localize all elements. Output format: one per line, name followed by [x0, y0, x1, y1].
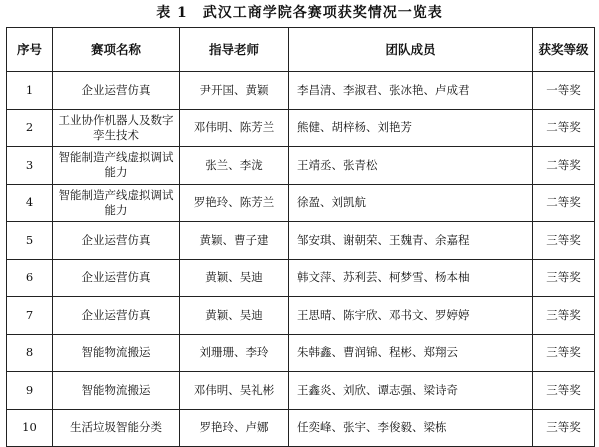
cell-no: 4: [7, 184, 53, 222]
table-row: [7, 109, 595, 147]
cell-members: 徐盈、刘凯航: [289, 184, 533, 222]
cell-no: 1: [7, 72, 53, 110]
cell-advisors: 罗艳玲、卢娜: [180, 409, 289, 447]
cell-competition: 企业运营仿真: [53, 259, 180, 297]
table-row: [7, 147, 595, 185]
cell-advisors: 尹开国、黄颖: [180, 72, 289, 110]
cell-competition: 工业协作机器人及数字孪生技术: [53, 109, 180, 147]
cell-award: 二等奖: [533, 184, 595, 222]
cell-award: 三等奖: [533, 259, 595, 297]
cell-advisors: 黄颖、吴迪: [180, 297, 289, 335]
cell-members: 李昌清、李淑君、张冰艳、卢成君: [289, 72, 533, 110]
table-row: [7, 297, 595, 335]
header-award: 获奖等级: [533, 28, 595, 72]
cell-members: 任奕峰、张宇、李俊毅、梁栋: [289, 409, 533, 447]
cell-members: 王靖丞、张青松: [289, 147, 533, 185]
cell-award: 三等奖: [533, 222, 595, 260]
cell-competition: 生活垃圾智能分类: [53, 409, 180, 447]
header-members: 团队成员: [289, 28, 533, 72]
table-row: [7, 222, 595, 260]
cell-no: 7: [7, 297, 53, 335]
cell-members: 王鑫炎、刘欣、谭志强、梁诗奇: [289, 372, 533, 410]
table-row: [7, 184, 595, 222]
cell-advisors: 邓伟明、陈芳兰: [180, 109, 289, 147]
cell-award: 三等奖: [533, 334, 595, 372]
cell-competition: 智能制造产线虚拟调试能力: [53, 147, 180, 185]
cell-advisors: 张兰、李泷: [180, 147, 289, 185]
table-header-row: [7, 28, 595, 72]
cell-members: 韩文萍、苏利芸、柯梦雪、杨本柚: [289, 259, 533, 297]
cell-competition: 企业运营仿真: [53, 222, 180, 260]
cell-members: 熊健、胡梓杨、刘艳芳: [289, 109, 533, 147]
cell-no: 5: [7, 222, 53, 260]
cell-advisors: 黄颖、吴迪: [180, 259, 289, 297]
cell-award: 二等奖: [533, 147, 595, 185]
cell-award: 二等奖: [533, 109, 595, 147]
cell-no: 9: [7, 372, 53, 410]
cell-award: 三等奖: [533, 409, 595, 447]
cell-members: 朱韩鑫、曹润锦、程彬、郑翔云: [289, 334, 533, 372]
table-row: [7, 409, 595, 447]
cell-no: 3: [7, 147, 53, 185]
cell-advisors: 邓伟明、吴礼彬: [180, 372, 289, 410]
cell-competition: 智能物流搬运: [53, 334, 180, 372]
table-row: [7, 334, 595, 372]
header-competition: 赛项名称: [53, 28, 180, 72]
cell-award: 三等奖: [533, 297, 595, 335]
header-advisors: 指导老师: [180, 28, 289, 72]
header-no: 序号: [7, 28, 53, 72]
cell-no: 8: [7, 334, 53, 372]
cell-advisors: 黄颖、曹子建: [180, 222, 289, 260]
table-row: [7, 372, 595, 410]
cell-competition: 智能物流搬运: [53, 372, 180, 410]
cell-members: 邹安琪、谢朝荣、王魏青、余嘉程: [289, 222, 533, 260]
table-row: [7, 259, 595, 297]
cell-award: 三等奖: [533, 372, 595, 410]
cell-advisors: 刘珊珊、李玲: [180, 334, 289, 372]
cell-competition: 企业运营仿真: [53, 297, 180, 335]
cell-competition: 智能制造产线虚拟调试能力: [53, 184, 180, 222]
awards-table: [6, 27, 595, 447]
cell-award: 一等奖: [533, 72, 595, 110]
cell-members: 王思晴、陈宇欣、邓书文、罗婷婷: [289, 297, 533, 335]
cell-competition: 企业运营仿真: [53, 72, 180, 110]
cell-no: 2: [7, 109, 53, 147]
cell-advisors: 罗艳玲、陈芳兰: [180, 184, 289, 222]
cell-no: 10: [7, 409, 53, 447]
table-title: 表 1 武汉工商学院各赛项获奖情况一览表: [156, 5, 443, 21]
cell-no: 6: [7, 259, 53, 297]
table-row: [7, 72, 595, 110]
